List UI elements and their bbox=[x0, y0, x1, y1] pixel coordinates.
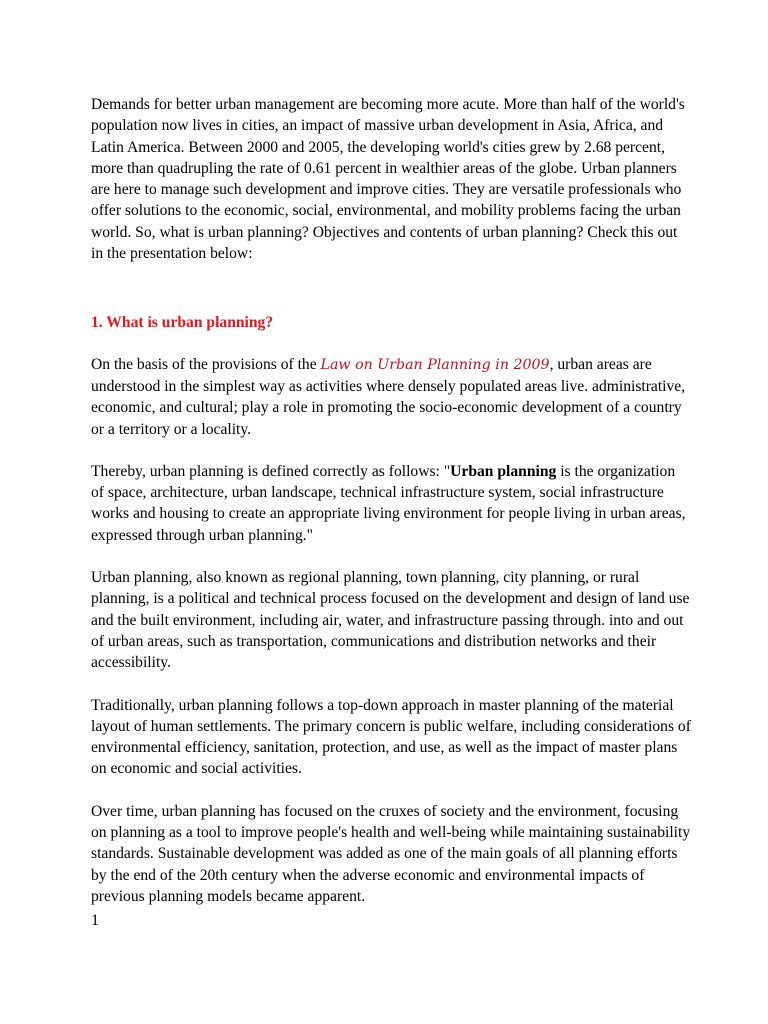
traditionally-paragraph: Traditionally, urban planning follows a top-down approach in master planning of the material layout of human settlements. The primary concern is public welfare, including considerations of environmental efficiency, sanitation, protection, and use, as well as the impact of master plans on economic and social activities. bbox=[91, 696, 691, 778]
definition-term: Urban planning bbox=[450, 462, 557, 480]
section-heading: 1. What is urban planning? bbox=[91, 314, 274, 332]
basis-paragraph bbox=[91, 354, 691, 440]
also-known-paragraph: Urban planning, also known as regional planning, town planning, city planning, or rural planning, is a political and technical process focused on the development and design of land use and the built environment, including air, water, and infrastructure passing through. into and out of urban areas, such as transportation, communications and distribution networks and their accessibility. bbox=[91, 569, 690, 672]
basis-text-after: , urban areas are understood in the simplest way as activities where densely populated areas live. administrative, economic, and cultural; play a role in promoting the socio-economic development of a country or a territory or a locality. bbox=[91, 355, 686, 438]
definition-text-before: Thereby, urban planning is defined correctly as follows: " bbox=[91, 462, 451, 480]
page-number: 1 bbox=[91, 912, 99, 929]
basis-text-before: On the basis of the provisions of the bbox=[91, 355, 321, 373]
law-reference-link[interactable]: Law on Urban Planning in 2009 bbox=[320, 356, 550, 373]
definition-paragraph bbox=[91, 461, 691, 546]
document-page bbox=[91, 94, 691, 928]
definition-text-after: is the organization of space, architecture, urban landscape, technical infrastructure system, social infrastructure works and housing to create an appropriate living environment for people living in urban areas, expressed through urban planning." bbox=[91, 462, 686, 544]
intro-paragraph: Demands for better urban management are becoming more acute. More than half of the world's population now lives in cities, an impact of massive urban development in Asia, Africa, and Latin America. Between 2000 and 2005, the developing world's cities grew by 2.68 percent, more than quadrupling the rate of 0.61 percent in wealthier areas of the globe. Urban planners are here to manage such development and improve cities. They are versatile professionals who offer solutions to the economic, social, environmental, and mobility problems facing the urban world. So, what is urban planning? Objectives and contents of urban planning? Check this out in the presentation below: bbox=[91, 96, 685, 263]
over-time-paragraph: Over time, urban planning has focused on the cruxes of society and the environment, focusing on planning as a tool to improve people's health and well-being while maintaining sustainability standards. Sustainable development was added as one of the main goals of all planning efforts by the end of the 20th century when the adverse economic and environmental impacts of previous planning models became apparent. bbox=[91, 802, 691, 905]
